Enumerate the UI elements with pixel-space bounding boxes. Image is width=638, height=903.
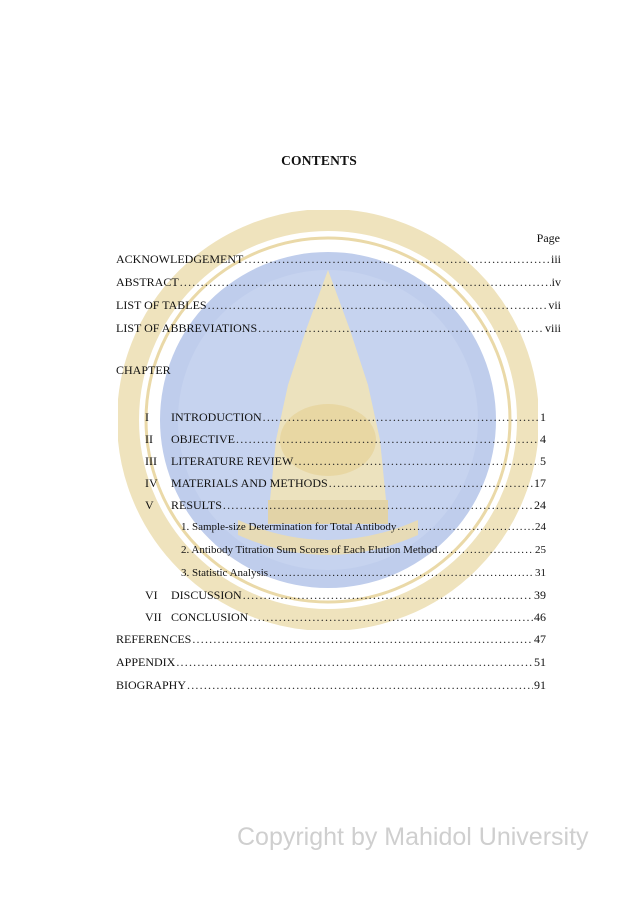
toc-entry-page: viii — [544, 321, 561, 335]
toc-chapter-entry[interactable] — [145, 475, 546, 491]
dot-leader — [294, 453, 539, 469]
toc-entry-label: LIST OF ABBREVIATIONS — [116, 321, 258, 335]
chapter-label: OBJECTIVE — [171, 432, 235, 446]
toc-subsection-entry[interactable] — [181, 519, 546, 535]
toc-entry-label: APPENDIX — [116, 655, 176, 669]
toc-entry-page: 1 — [540, 410, 546, 424]
dot-leader — [236, 431, 539, 447]
dot-leader — [192, 631, 533, 647]
toc-chapter-entry[interactable] — [145, 409, 546, 425]
toc-entry-label: LIST OF TABLES — [116, 298, 207, 312]
chapter-label: RESULTS — [171, 498, 222, 512]
toc-entry[interactable] — [116, 677, 546, 693]
dot-leader — [243, 587, 533, 603]
toc-entry[interactable] — [116, 631, 546, 647]
page-column-header: Page — [536, 231, 560, 245]
toc-entry[interactable] — [116, 274, 561, 290]
toc-subsection-entry[interactable] — [181, 542, 546, 558]
dot-leader — [187, 677, 533, 693]
dot-leader — [397, 519, 534, 535]
toc-subsection-entry[interactable] — [181, 565, 546, 581]
dot-leader — [208, 297, 548, 313]
dot-leader — [223, 497, 533, 513]
toc-entry-label: ACKNOWLEDGEMENT — [116, 252, 244, 266]
toc-entry-page: 25 — [535, 544, 546, 556]
toc-entry[interactable] — [116, 654, 546, 670]
chapter-label: MATERIALS AND METHODS — [171, 476, 328, 490]
toc-entry-page: vii — [548, 298, 561, 312]
toc-chapter-entry[interactable] — [145, 453, 546, 469]
dot-leader — [269, 565, 534, 581]
toc-entry-page: 39 — [534, 588, 546, 602]
toc-entry[interactable] — [116, 251, 561, 267]
toc-chapter-entry[interactable] — [145, 497, 546, 513]
dot-leader — [263, 409, 539, 425]
toc-entry[interactable] — [116, 297, 561, 313]
chapter-number: III — [145, 454, 157, 468]
dot-leader — [249, 609, 533, 625]
subsection-label: 3. Statistic Analysis — [181, 567, 269, 579]
chapter-number: V — [145, 498, 154, 512]
copyright-watermark: Copyright by Mahidol University — [237, 823, 589, 851]
chapter-heading: CHAPTER — [116, 363, 171, 377]
toc-entry-page: 46 — [534, 610, 546, 624]
dot-leader — [258, 320, 544, 336]
subsection-label: 2. Antibody Titration Sum Scores of Each Elution Method — [181, 544, 438, 556]
chapter-number: II — [145, 432, 153, 446]
dot-leader — [176, 654, 533, 670]
toc-entry-page: 17 — [534, 476, 546, 490]
dot-leader — [244, 251, 550, 267]
toc-entry-page: 47 — [534, 632, 546, 646]
toc-chapter-entry[interactable] — [145, 609, 546, 625]
chapter-number: I — [145, 410, 149, 424]
toc-chapter-entry[interactable] — [145, 431, 546, 447]
subsection-label: 1. Sample-size Determination for Total Antibody — [181, 521, 397, 533]
chapter-label: LITERATURE REVIEW — [171, 454, 294, 468]
chapter-label: INTRODUCTION — [171, 410, 262, 424]
toc-entry-page: 24 — [534, 498, 546, 512]
toc-chapter-entry[interactable] — [145, 587, 546, 603]
toc-entry-page: 91 — [534, 678, 546, 692]
chapter-label: CONCLUSION — [171, 610, 249, 624]
toc-entry-page: iv — [551, 275, 561, 289]
toc-entry[interactable] — [116, 320, 561, 336]
dot-leader — [180, 274, 551, 290]
toc-entry-label: BIOGRAPHY — [116, 678, 187, 692]
dot-leader — [329, 475, 533, 491]
dot-leader — [438, 542, 534, 558]
page-title: CONTENTS — [281, 153, 357, 168]
toc-entry-page: 31 — [535, 567, 546, 579]
toc-entry-page: 24 — [535, 521, 546, 533]
toc-entry-label: REFERENCES — [116, 632, 192, 646]
chapter-label: DISCUSSION — [171, 588, 242, 602]
toc-entry-page: 51 — [534, 655, 546, 669]
toc-entry-page: iii — [550, 252, 561, 266]
toc-entry-label: ABSTRACT — [116, 275, 179, 289]
chapter-number: IV — [145, 476, 158, 490]
chapter-number: VI — [145, 588, 158, 602]
toc-entry-page: 5 — [540, 454, 546, 468]
chapter-number: VII — [145, 610, 162, 624]
toc-entry-page: 4 — [540, 432, 546, 446]
